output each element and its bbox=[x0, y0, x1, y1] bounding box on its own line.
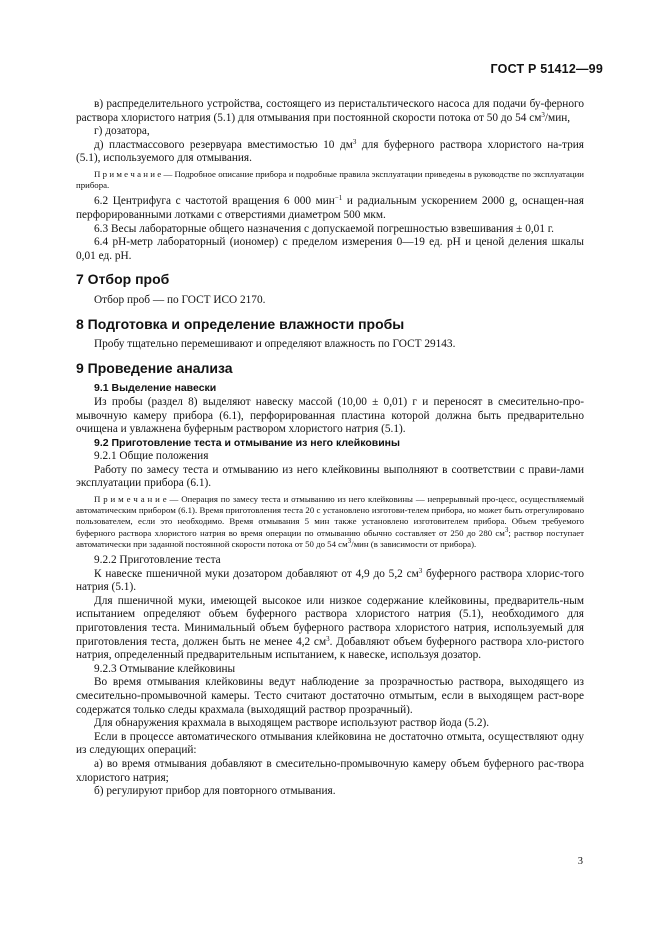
item-v: в) распределительного устройства, состоящего из перистальтического насоса для подачи бу-ферного раствора хлористого натрия (5.1) для отмывания при постоянной скорости потока от 50 до 54 $см^3$/мин, bbox=[76, 98, 584, 124]
item-d: д) пластмассового резервуара вместимостью 10 $дм^3$ для буферного раствора хлористого на-трия (5.1), используемого для отмывания. bbox=[76, 137, 584, 165]
section-9-heading: 9 Проведение анализа bbox=[76, 359, 233, 376]
clause-9-2-1-title: 9.2.1 Общие положения bbox=[94, 450, 209, 463]
clause-9-2-3-text-a: Во время отмывания клейковины ведут наблюдение за прозрачностью раствора, выходящего из смесительно-промывочной камеры. Тесто считают достаточно отмытым, если в выходящем раст-воре содержатся только следы крахмала (выходящий раствор прозрачный). bbox=[76, 676, 584, 716]
clause-9-2-1-text: Работу по замесу теста и отмыванию из него клейковины выполняют в соответствии с прави-лами эксплуатации прибора (6.1). bbox=[76, 463, 584, 490]
section-7-text: Отбор проб — по ГОСТ ИСО 2170. bbox=[94, 293, 266, 306]
section-7-heading: 7 Отбор проб bbox=[76, 271, 170, 288]
clause-9-2-3-title: 9.2.3 Отмывание клейковины bbox=[94, 662, 236, 675]
note-1: П р и м е ч а н и е — Подробное описание прибора и подробные правила эксплуатации приведены в руководстве по эксплуатации прибора. bbox=[76, 168, 584, 191]
clause-9-2-3-text-c: Если в процессе автоматического отмывания клейковина не достаточно отмыта, осуществляют одну из следующих операций: bbox=[76, 730, 584, 757]
clause-6-2: 6.2 Центрифуга с частотой вращения 6 000 мин$^{-1}$ и радиальным ускорением 2000 g, оснащен-ная перфорированными лотками с отверстиями диаметром 500 мкм. bbox=[76, 194, 584, 221]
note-2: П р и м е ч а н и е — Операция по замесу теста и отмыванию из него клейковины — непрерывный про-цесс, осуществляемый автоматическим прибором (6.1). Время приготовления теста 20 с установлено изготови-телем прибора, но может быть отрегулировано пользователем, если это необходимо. Время отмывания 5 мин также установлено изготовителем прибора. Объем требуемого буферного раствора хлористого натрия во время операции по отмыванию обычно составляет от 250 до 280 $см^3$; раствор поступает автоматически при заданной постоянной скорости потока от 50 до 54 $см^3$/мин (в зависимости от прибора). bbox=[76, 494, 584, 549]
page-number: 3 bbox=[577, 856, 583, 867]
clause-9-2-2-title: 9.2.2 Приготовление теста bbox=[94, 554, 221, 567]
clause-6-3: 6.3 Весы лабораторные общего назначения с допускаемой погрешностью взвешивания ± 0,01 г. bbox=[94, 222, 554, 235]
clause-9-1-text: Из пробы (раздел 8) выделяют навеску массой (10,00 ± 0,01) г и переносят в смесительно-про-мывочную камеру прибора (6.1), перфорированная пластина которой должна быть предварительно очищена и увлажнена буферным раствором хлористого натрия (5.1). bbox=[76, 395, 584, 436]
clause-9-2-3-text-b: Для обнаружения крахмала в выходящем растворе используют раствор йода (5.2). bbox=[94, 717, 490, 730]
clause-9-2-3-item-b: б) регулируют прибор для повторного отмывания. bbox=[94, 785, 336, 798]
clause-9-2-2-text-a: К навеске пшеничной муки дозатором добавляют от 4,9 до 5,2 $см^3$ буферного раствора хлорис-того натрия (5.1). bbox=[76, 566, 584, 594]
clause-9-2-heading: 9.2 Приготовление теста и отмывание из него клейковины bbox=[94, 436, 400, 449]
clause-9-2-3-item-a: а) во время отмывания добавляют в смесительно-промывочную камеру объем буферного рас-твора хлористого натрия; bbox=[76, 757, 584, 784]
clause-9-1-heading: 9.1 Выделение навески bbox=[94, 382, 217, 395]
clause-9-2-2-text-b: Для пшеничной муки, имеющей высокое или низкое содержание клейковины, предваритель-ным испытанием определяют объем буферного раствора хлористого натрия (5.1), необходимого для приготовления теста. Минимальный объем буферного раствора хлористого натрия, используемый для приготовления теста, должен быть не менее 4,2 $см^3$. Добавляют объем буферного раствора хло-ристого натрия, определенный предварительным испытанием, к навеске, используя дозатор. bbox=[76, 594, 584, 662]
section-8-text: Пробу тщательно перемешивают и определяют влажность по ГОСТ 29143. bbox=[94, 338, 456, 351]
page-header: ГОСТ Р 51412—99 bbox=[490, 62, 603, 76]
document-body bbox=[76, 98, 584, 799]
section-8-heading: 8 Подготовка и определение влажности пробы bbox=[76, 315, 405, 332]
item-g: г) дозатора, bbox=[94, 125, 150, 138]
clause-6-4: 6.4 рН-метр лабораторный (иономер) с пределом измерения 0—19 ед. рН и ценой деления шкалы 0,01 ед. рН. bbox=[76, 236, 584, 262]
